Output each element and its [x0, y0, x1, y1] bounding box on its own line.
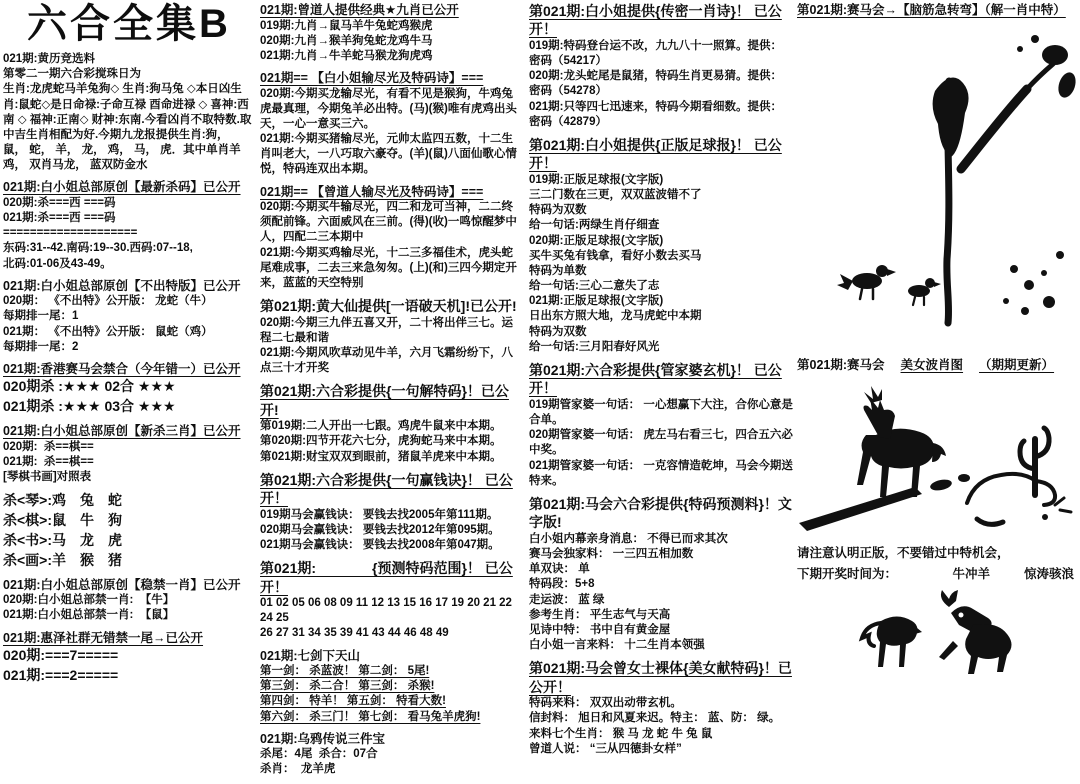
text-line: 特码为双数 — [529, 204, 587, 217]
text-line: 第四剑： 特羊！ 第五剑： 特看大数! — [260, 695, 446, 708]
text-line: 杀<画>:羊 猴 猪 — [3, 551, 123, 568]
text-line: 020期: 杀==棋== — [3, 440, 94, 453]
section-header: 第021期:白小姐提供{正版足球报}！ 已公开！ — [529, 136, 782, 172]
text-line: ==================== — [3, 227, 138, 240]
section-header: 021期:七剑下天山 — [260, 648, 361, 663]
section — [260, 471, 523, 553]
section-header: 021期== 【白小姐输尽光及特码诗】=== — [260, 71, 484, 86]
section-header: 021期:白小姐总部原创【不出特版】已公开 — [3, 278, 241, 293]
text-line: 特码来料： 双双出动带玄机。 — [529, 697, 682, 710]
text-line: 020期： 《不出特》公开版： 龙蛇（牛） — [3, 295, 213, 308]
caption-note: （期期更新） — [979, 357, 1055, 372]
text-line: 021期:九肖→牛羊蛇马猴龙狗虎鸡 — [260, 49, 433, 62]
text-line: 021期杀 :★★★ 03合 ★★★ — [3, 398, 176, 415]
text-line: 来料七个生肖： 猴 马 龙 蛇 牛 兔 鼠 — [529, 727, 713, 740]
text-line: 杀<琴>:鸡 兔 蛇 — [3, 492, 123, 509]
text-line: 020期:今期三九伴五喜又开，二十将出伴三七。运程二七最和谐 — [260, 316, 514, 344]
section-header: 第021期:六合彩提供{一句解特码}！已公开! — [260, 383, 509, 418]
next-draw-label: 下期开奖时间为： — [797, 566, 898, 581]
section-header: 第021期:黄大仙提供[一语破天机]!已公开! — [260, 298, 517, 315]
text-line: 特码为单数 — [529, 264, 587, 277]
text-line: 019期:特码登台运不改，九九八十一照算。提供： 密码（54217） — [529, 39, 786, 68]
text-line: 第019期:二人开出一七跟。鸡虎牛鼠来中本期。 — [260, 420, 502, 433]
section-header: 021期:惠泽社群无错禁一尾→已公开 — [3, 630, 204, 645]
plum-branch-birds-illustration — [799, 19, 1077, 349]
text-line: 东码:31--42.南码:19--30.西码:07--18, — [3, 242, 193, 255]
text-line: 020期:今期买龙输尽光，有看不见是猴狗，牛鸡兔虎最真理，今期兔羊必出特。(马)(猴)唯有虎鸡出头天，一心一意买三六。 — [260, 87, 517, 130]
section — [260, 70, 523, 178]
text-line: 021期:只等四七迅速来，特码今期看细数。提供： 密码（42879） — [529, 100, 786, 128]
section-header: 第021期: {预测特码范围}！ 已公开！ — [260, 560, 513, 595]
text-line: 第三剑： 杀二合！ 第三剑： 杀猴! — [260, 680, 435, 693]
text-line: 第一剑： 杀蓝波！ 第二剑： 5尾! — [260, 665, 430, 678]
section — [260, 382, 523, 464]
text-line: 021期:今期买猪输尽光，元帅太监四五数，十二生肖叫老大，一八巧取六豪夺。(羊)(鼠)八面仙歌心情悦，特码连双出本期。 — [260, 133, 517, 176]
section-header: 021期:曾道人提供经典★九肖已公开 — [260, 3, 459, 17]
right-panel-header: 第021期:赛马会→【脑筋急转弯】（解一肖中特） — [797, 3, 1066, 17]
section — [529, 659, 794, 757]
zodiac-clash-text: 牛冲羊 — [952, 566, 990, 581]
text-line: 特码段：5+8 — [529, 578, 595, 591]
text-line: 生肖:龙虎蛇马羊兔狗◇ 生肖:狗马兔 ◇本日凶生肖:鼠蛇◇是日命禄:子命互禄 酉命进禄 ◇ 喜神:西南 ◇ 福神:正南◇ 财神:东南.今看凶肖不取特数.取中吉生肖相配为好.今期九龙报提供生肖:狗， 鼠， 蛇， 羊， 龙， 鸡， 马， 虎．其中单肖羊鸡， 双肖马龙， 蓝双防金水 — [3, 83, 252, 172]
page-title: 六合全集B — [27, 2, 231, 46]
section — [3, 423, 253, 485]
text-line: 杀尾：4尾 杀合：07合 — [260, 748, 378, 761]
text-line: 信封料： 旭日和风夏来迟。特主： 蓝、防： 绿。 — [529, 712, 781, 725]
text-line: 买牛买兔有钱拿，看好小数去买马 — [529, 249, 702, 262]
text-line: 第零二一期六合彩搅珠日为 — [3, 68, 141, 81]
text-line: 020期杀 :★★★ 02合 ★★★ — [3, 378, 176, 395]
text-line: 019期马会赢钱诀： 要钱去找2005年第111期。 — [260, 508, 499, 521]
text-line: 单双诀： 单 — [529, 563, 590, 576]
section — [3, 577, 253, 624]
text-line: 日出东方照大地，龙马虎蛇中本期 — [529, 310, 702, 323]
text-line: 020期:白小姐总部禁一肖: 【牛】 — [3, 594, 175, 607]
section — [3, 491, 253, 571]
section-header: 第021期:白小姐提供{传密一肖诗}！ 已公开！ — [529, 3, 782, 38]
text-line: 走运波： 蓝 绿 — [529, 593, 605, 606]
section — [3, 52, 253, 173]
text-line: 020期:龙头蛇尾是鼠猪，特码生肖更易猜。提供： 密码（54278） — [529, 70, 786, 98]
text-line: 参考生肖： 平生志气与天高 — [529, 608, 671, 621]
section — [260, 731, 523, 778]
section — [3, 630, 253, 686]
text-line: 特码为双数 — [529, 325, 587, 338]
section-header: 021期:白小姐总部原创【新杀三肖】已公开 — [3, 424, 241, 439]
section-header: 第021期:六合彩提供{一句赢钱诀}！ 已公开！ — [260, 471, 513, 507]
text-line: 三二门数在三更，双双蓝波错不了 — [529, 189, 702, 202]
text-line: 给一句话:三月阳春好风光 — [529, 340, 660, 353]
section — [3, 179, 253, 271]
text-line: 021期:今期买鸡输尽光，十二三多福佳术，虎头蛇尾难成事，二去三来急匆匆。(上)(和)三四今期定开来，蓝蓝的天空特别 — [260, 246, 517, 289]
section-header: 第021期:六合彩提供{管家婆玄机}！ 已公开！ — [529, 361, 782, 397]
text-line: 第020期:四节开花六七分，虎狗蛇马来中本期。 — [260, 435, 502, 448]
text-line: 01 02 05 06 08 09 11 12 13 15 16 17 19 20 21 22 24 25 — [260, 597, 516, 625]
text-line: 019期:九肖→鼠马羊牛兔蛇鸡猴虎 — [260, 19, 433, 32]
column-left — [3, 2, 253, 692]
column-right-panel — [797, 2, 1078, 689]
beauty-wave-chart-caption — [797, 355, 1078, 373]
notice-line1: 请注意认明正版，不要错过中特机会， — [797, 545, 1010, 560]
section-header: 021期:白小姐总部原创【最新杀码】已公开 — [3, 180, 241, 195]
text-line: 第六剑： 杀三门！ 第七剑： 看马兔羊虎狗! — [260, 710, 481, 723]
section-header: 第021期:马会六合彩提供{特码预测料}！文字版! — [529, 495, 792, 531]
caption-issue: 第021期:赛马会 — [797, 357, 885, 372]
section — [260, 184, 523, 292]
section-header: 021期:乌鸦传说三件宝 — [260, 731, 386, 746]
section — [529, 2, 794, 130]
text-line: 020期:===7===== — [3, 647, 119, 664]
text-line: 第021期:财宝双双到眼前，猪鼠羊虎来中本期。 — [260, 450, 502, 463]
notice-line2 — [797, 564, 1078, 585]
text-line: 019期管家婆一句话： 一心想赢下大注，合你心意是合单。 — [529, 398, 793, 427]
text-line: 给一句话:三心二意失了志 — [529, 280, 660, 293]
text-line: 见诗中特： 书中自有黄金屋 — [529, 623, 671, 636]
section — [3, 278, 253, 355]
text-line: 赛马会独家料： 一三四五相加数 — [529, 548, 694, 561]
text-line: 每期排一尾：2 — [3, 340, 79, 353]
text-line: 020期:今期买牛输尽光，四二和龙可当神，二二终须配前锋。六面威风在三前。(得)(收)一鸣惊醒梦中人，四配二三本期中 — [260, 201, 517, 244]
section — [529, 495, 794, 653]
text-line: 020期:九肖→猴羊狗兔蛇龙鸡牛马 — [260, 34, 433, 47]
horse-cactus-illustration — [799, 377, 1077, 535]
section — [3, 361, 253, 417]
horse-ox-illustration — [799, 585, 1077, 689]
text-line: 019期:正版足球报(文字版) — [529, 173, 664, 186]
section — [529, 136, 794, 355]
text-line: 021期: 杀==棋== — [3, 455, 94, 468]
section-header: 021期:香港赛马会禁合（今年错一）已公开 — [3, 361, 241, 376]
text-line: 021期:今期风吹草动见牛羊，六月飞霜纷纷下，八点三十才开奖 — [260, 346, 514, 375]
text-line: 021期管家婆一句话： 一克容情造乾坤，马会今期送特来。 — [529, 459, 793, 487]
text-line: 每期排一尾：1 — [3, 310, 79, 323]
authenticity-notice — [797, 543, 1078, 586]
text-line: 021期:===2===== — [3, 666, 119, 683]
text-line: 021期:白小姐总部禁一肖: 【鼠】 — [3, 609, 175, 622]
text-line: 杀<书>:马 龙 虎 — [3, 531, 123, 548]
text-line: 020期管家婆一句话： 虎左马右看三七，四合五六必中奖。 — [529, 429, 793, 457]
text-line: 020期:正版足球报(文字版) — [529, 234, 664, 247]
text-line: 26 27 31 34 35 39 41 43 44 46 48 49 — [260, 627, 449, 640]
text-line: 021期:杀===西 ===码 — [3, 212, 116, 225]
section-header: 第021期:马会曾女士裸体{美女献特码}！已公开！ — [529, 660, 792, 695]
text-line: 021期马会赢钱诀： 要钱去找2008年第047期。 — [260, 538, 500, 551]
text-line: 020期马会赢钱诀： 要钱去找2012年第095期。 — [260, 523, 500, 536]
text-line: 曾道人说： “三从四德卦女样” — [529, 742, 682, 755]
text-line: 021期:正版足球报(文字版) — [529, 295, 664, 308]
text-line: 白小姐内幕亲身消息： 不得已而求其次 — [529, 532, 728, 545]
column-mid-right — [529, 2, 794, 763]
text-line: [琴棋书画]对照表 — [3, 471, 92, 484]
text-line: 给一句话:两绿生肖仔细查 — [529, 219, 660, 232]
column-mid-left — [260, 2, 523, 784]
section — [260, 559, 523, 641]
idiom-text: 惊涛骇浪 — [1023, 566, 1074, 581]
section-header: 021期== 【曾道人输尽光及特码诗】=== — [260, 184, 484, 199]
section — [529, 361, 794, 489]
section — [260, 297, 523, 376]
section-header: 021期:白小姐总部原创【稳禁一肖】已公开 — [3, 577, 241, 592]
text-line: 杀<棋>:鼠 牛 狗 — [3, 512, 123, 529]
text-line: 020期:杀===西 ===码 — [3, 196, 116, 209]
caption-title: 美女波肖图 — [900, 357, 964, 372]
section — [260, 648, 523, 725]
text-line: 杀肖： 龙羊虎 — [260, 763, 336, 776]
text-line: 021期： 《不出特》公开版： 鼠蛇（鸡） — [3, 325, 213, 338]
text-line: 白小姐一言来料： 十二生肖本领强 — [529, 639, 705, 652]
text-line: 北码:01-06及43-49。 — [3, 257, 112, 270]
text-line: 021期:黄历竞选料 — [3, 53, 96, 65]
section — [260, 2, 523, 64]
